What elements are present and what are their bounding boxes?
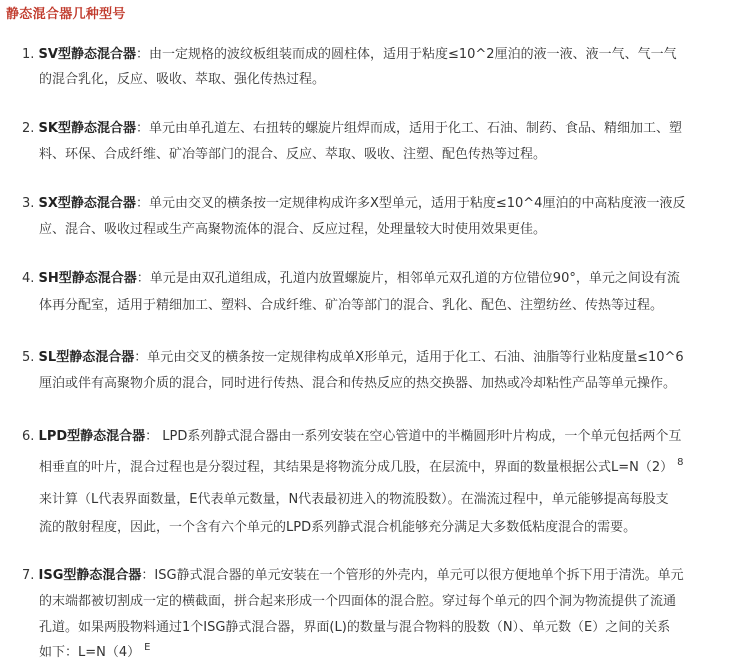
item-number: 4. <box>22 271 35 286</box>
item-text-line: 应、混合、吸收过程或生产高聚物流体的混合、反应过程，处理量较大时使用效果更佳。 <box>39 222 547 237</box>
item-text: ：单元由交叉的横条按一定规律构成许多X型单元，适用于粘度≤10^4厘泊的中高粘度液一液反 <box>135 196 686 211</box>
formula-text: 相垂直的叶片，混合过程也是分裂过程，其结果是将物流分成几股，在层流中，界面的数量根据公式L=N（2） <box>39 460 674 475</box>
item-name: LPD型静态混合器 <box>38 429 146 444</box>
item-number: 3. <box>22 196 35 211</box>
item-name: SH型静态混合器 <box>38 271 137 286</box>
item-name: SV型静态混合器 <box>38 47 136 62</box>
item-text-line: 孔道。如果两股物料通过1个ISG静式混合器，界面(L)的数量与混合物料的股数（N）、单元数（E）之间的关系 <box>39 620 671 635</box>
item-first-line <box>22 271 680 287</box>
item-text: ：单元由单孔道左、右扭转的螺旋片组焊而成，适用于化工、石油、制药、食品、精细加工、塑 <box>135 121 682 136</box>
formula-exponent: 8 <box>677 457 684 468</box>
item-text: ： LPD系列静式混合器由一系列安装在空心管道中的半椭圆形叶片构成，一个单元包括两个互 <box>145 429 682 444</box>
formula-exponent: E <box>144 642 151 653</box>
item-first-line <box>22 568 684 584</box>
item-text-line: 来计算（L代表界面数量，E代表单元数量，N代表最初进入的物流股数）。在湍流过程中，单元能够提高每股支 <box>39 492 669 507</box>
item-text: ：ISG静式混合器的单元安装在一个管形的外壳内，单元可以很方便地单个拆下用于清洗。单元 <box>141 568 684 583</box>
item-text: ：单元是由双孔道组成，孔道内放置螺旋片，相邻单元双孔道的方位错位90°，单元之间设有流 <box>136 271 680 286</box>
item-text: ：单元由交叉的横条按一定规律构成单X形单元，适用于化工、石油、油脂等行业粘度量≤10^6 <box>134 350 684 365</box>
item-number: 2. <box>22 121 35 136</box>
item-text: ：由一定规格的波纹板组装而成的圆柱体，适用于粘度≤10^2厘泊的液一液、液一气、气一气 <box>135 47 677 62</box>
item-text-line: 料、环保、合成纤维、矿冶等部门的混合、反应、萃取、吸收、注塑、配色传热等过程。 <box>39 147 547 162</box>
item-number: 5. <box>22 350 35 365</box>
item-text-line: 厘泊或伴有高聚物介质的混合，同时进行传热、混合和传热反应的热交换器、加热或冷却粘性产品等单元操作。 <box>39 376 677 391</box>
item-name: SK型静态混合器 <box>38 121 136 136</box>
item-text-line: 流的散射程度，因此，一个含有六个单元的LPD系列静式混合机能够充分满足大多数低粘度混合的需要。 <box>39 520 637 535</box>
item-name: SX型静态混合器 <box>38 196 136 211</box>
item-number: 7. <box>22 568 35 583</box>
item-text-line <box>39 457 684 477</box>
item-first-line <box>22 429 681 445</box>
item-first-line <box>22 196 685 212</box>
item-number: 6. <box>22 429 35 444</box>
item-first-line <box>22 121 682 137</box>
item-text-line: 的末端都被切割成一定的横截面，拼合起来形成一个四面体的混合腔。穿过每个单元的四个洞为物流提供了流通 <box>39 594 677 609</box>
formula-text: 如下：L=N（4） <box>39 645 141 660</box>
item-text-line <box>39 642 151 662</box>
page-title: 静态混合器几种型号 <box>6 7 126 22</box>
item-text-line: 体再分配室，适用于精细加工、塑料、合成纤维、矿冶等部门的混合、乳化、配色、注塑纺丝、传热等过程。 <box>39 298 664 313</box>
item-name: SL型静态混合器 <box>38 350 135 365</box>
item-text-line: 的混合乳化，反应、吸收、萃取、强化传热过程。 <box>39 72 326 87</box>
item-number: 1. <box>22 47 35 62</box>
item-first-line <box>22 47 677 63</box>
item-first-line <box>22 350 684 366</box>
item-name: ISG型静态混合器 <box>38 568 142 583</box>
